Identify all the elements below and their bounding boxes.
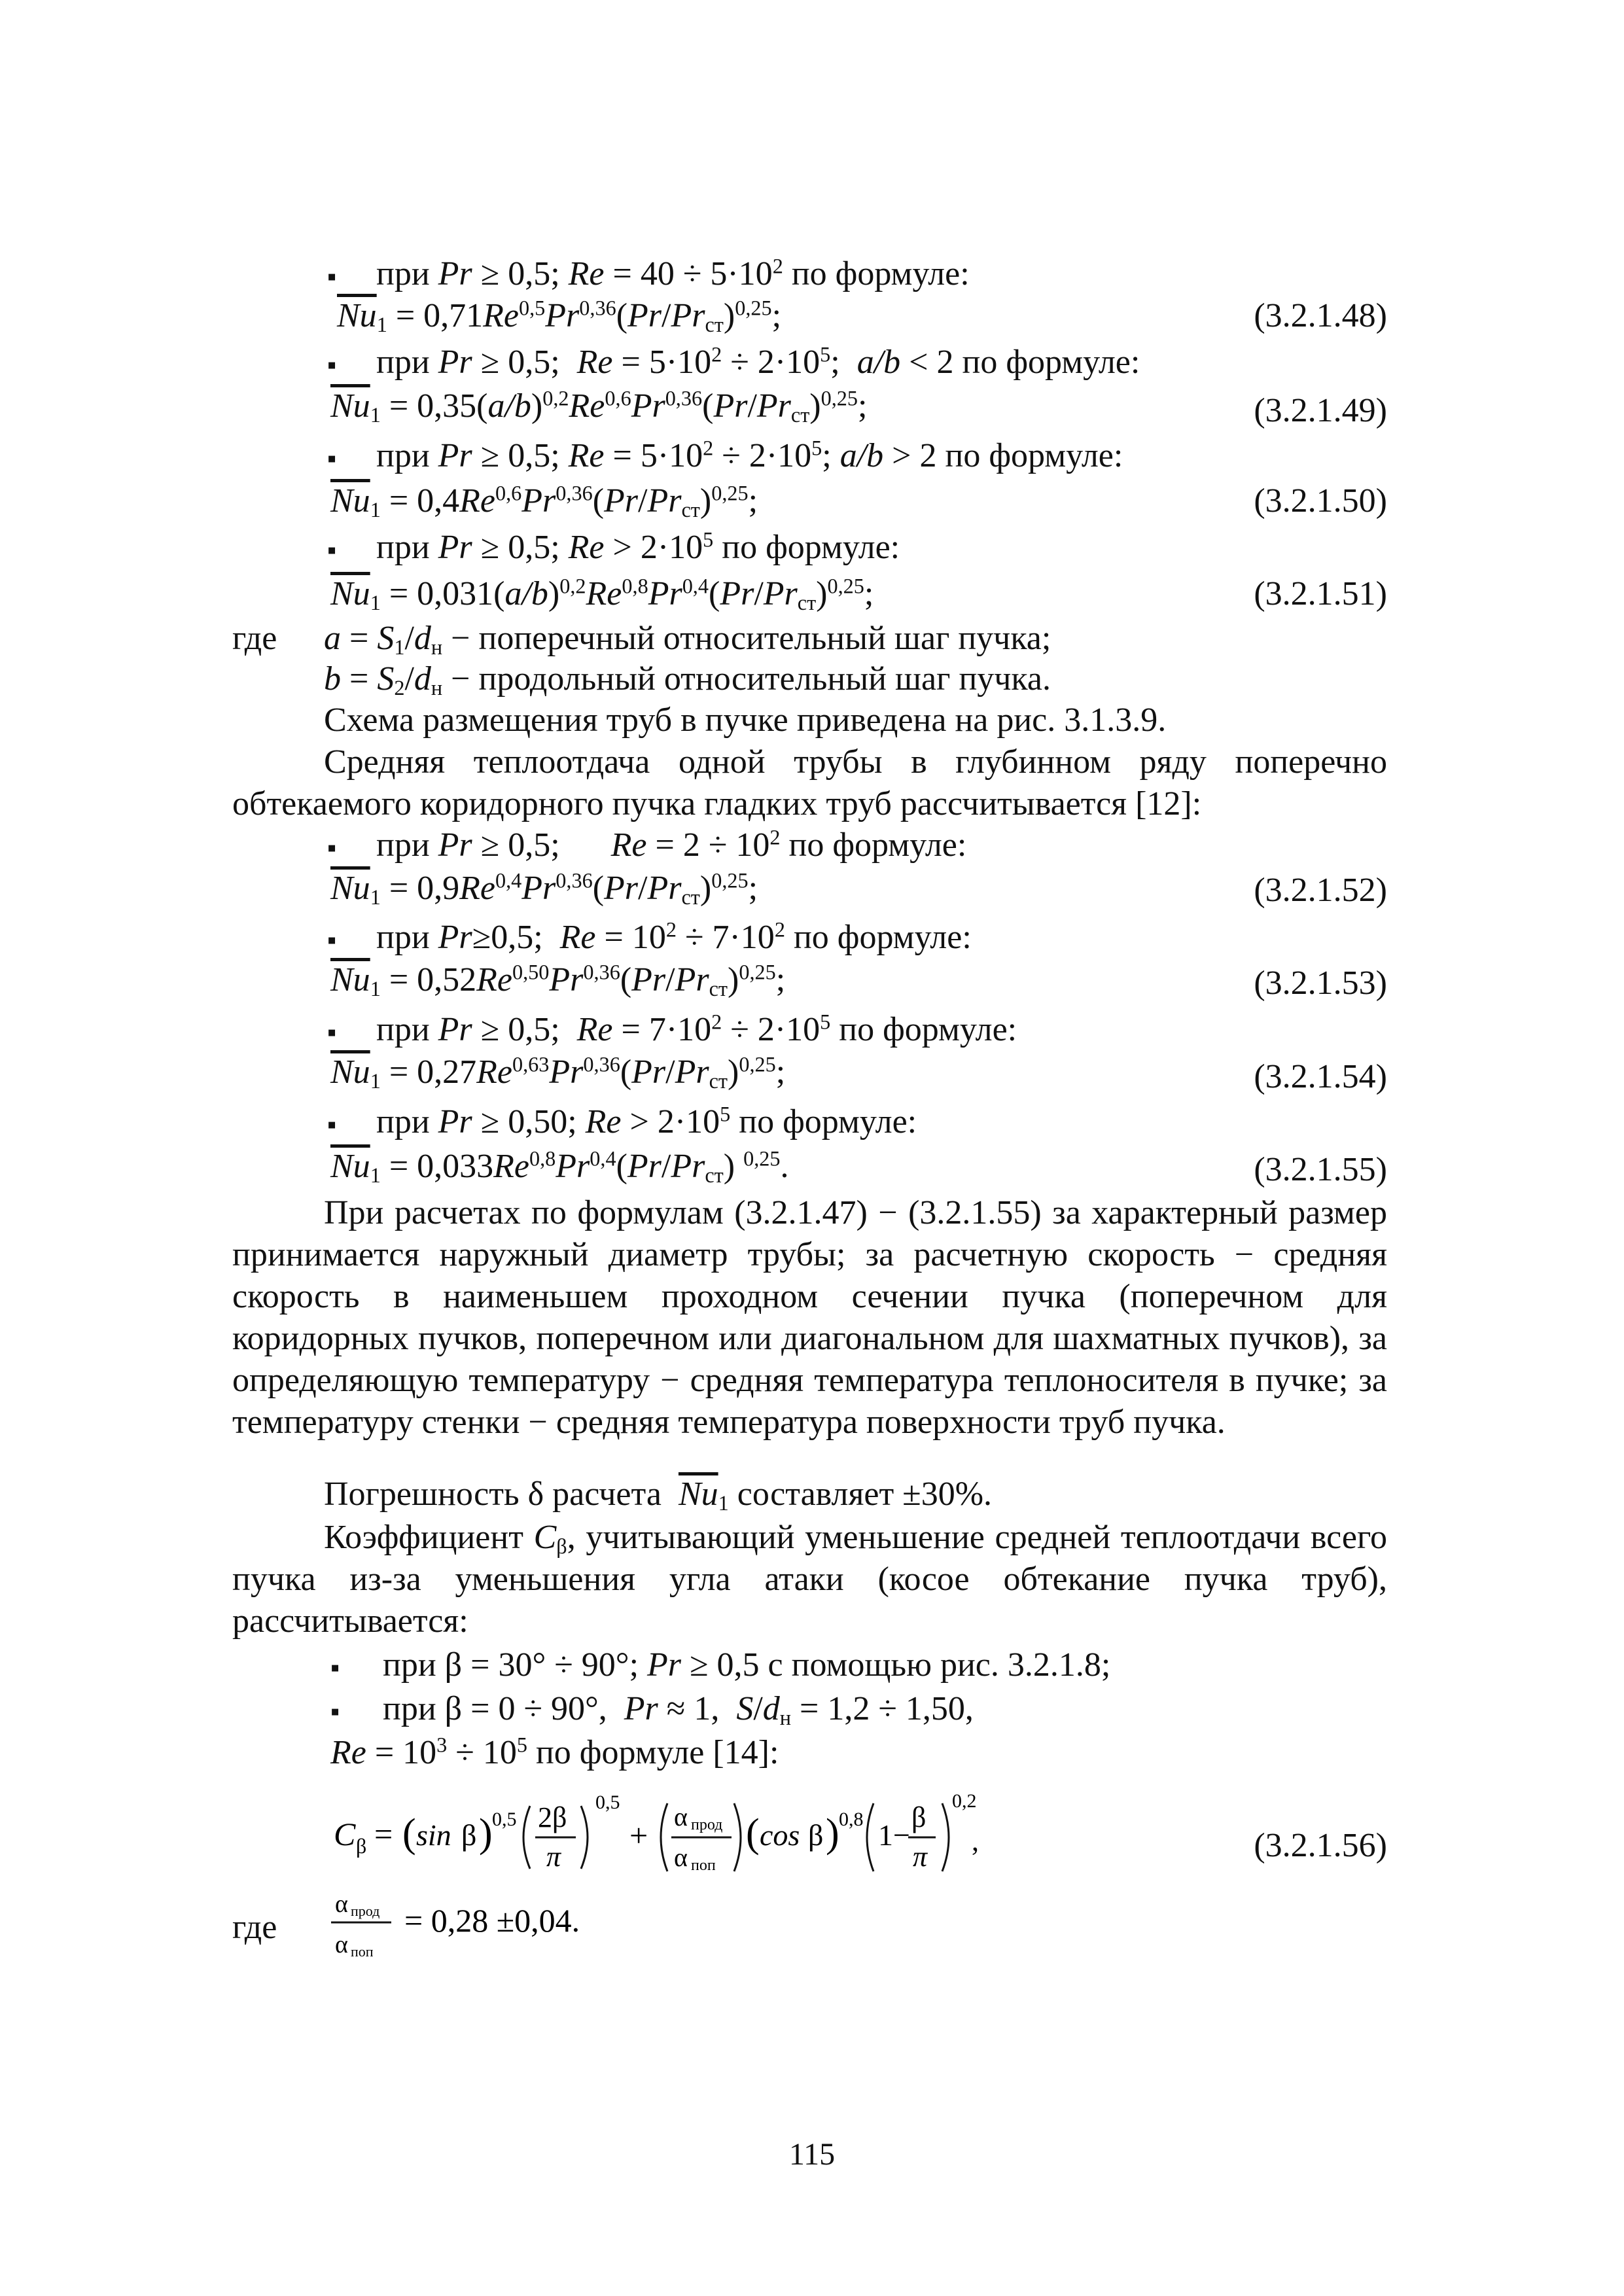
equation-number: (3.2.1.55) [1254,1151,1387,1188]
svg-text:,: , [972,1825,979,1857]
equation-number: (3.2.1.54) [1254,1058,1387,1095]
svg-text:прод: прод [691,1816,723,1833]
condition-line-2: при Pr ≥ 0,5; $Re = 5\cdot 10^2 \div 2\cdot 10^5$; a/b < 2 по формуле: [376,342,1140,381]
where-label: где [232,1909,277,1946]
svg-text:+: + [629,1817,648,1854]
condition-line-10: при β = 0 ÷ 90°, Pr ≈ 1, $S/d_н = 1,2 \div 1,50$, [383,1690,974,1730]
svg-text:α: α [674,1802,688,1831]
formula-3-2-1-55: $\overline{Nu}_1 = 0,033Re^{0,8}Pr^{0,4}(Pr/Pr_{ст})$ $^{0,25}$. [330,1146,789,1188]
condition-line-7: при Pr ≥ 0,5; $Re = 7\cdot 10^2 \div 2\cdot 10^5$ по формуле: [376,1010,1017,1048]
bullet-marker: ▪ [327,1017,337,1047]
svg-text:0,2: 0,2 [952,1790,977,1812]
bullet-marker: ▪ [327,350,337,380]
formula-3-2-1-50: $\overline{Nu}_1 = 0,4Re^{0,6}Pr^{0,36}(Pr/Pr_{ст})^{0,25}$; [330,481,758,522]
svg-text:0,5: 0,5 [595,1792,620,1813]
svg-text:β: β [461,1818,477,1852]
formula-3-2-1-54: $\overline{Nu}_1 = 0,27Re^{0,63}Pr^{0,36}(Pr/Pr_{ст})^{0,25}$; [330,1052,786,1093]
scheme-reference: Схема размещения труб в пучке приведена на рис. 3.1.3.9. [324,701,1167,739]
svg-text:=: = [374,1816,393,1852]
bullet-marker: ▪ [327,833,337,862]
paragraph-coefficient: Коэффициент $C_\beta$, учитывающий уменьшение средней теплоотдачи всего пучка из-за уменьшения угла атаки (косое обтекание пучка труб), рассчитывается: [232,1519,1387,1640]
formula-3-2-1-56 [327,1780,981,1891]
condition-line-5: при Pr ≥ 0,5; $Re = 2 \div 10^2$ по формуле: [376,825,967,864]
svg-text:0,8: 0,8 [839,1809,864,1830]
equation-number: (3.2.1.53) [1254,964,1387,1002]
condition-line-3: при Pr ≥ 0,5; $Re = 5\cdot 10^2 \div 2\cdot 10^5$; a/b > 2 по формуле: [376,436,1123,474]
equation-number: (3.2.1.48) [1254,297,1387,334]
svg-text:(: ( [402,1811,416,1856]
definition-b: $b = S_2/d_н$ − продольный относительный шаг пучка. [324,660,1051,700]
equation-number: (3.2.1.51) [1254,575,1387,612]
svg-text:β: β [356,1834,367,1858]
definition-a: $a = S_1/d_н$ − поперечный относительный шаг пучка; [324,620,1051,660]
page-number: 115 [788,2137,836,2172]
svg-text:): ) [479,1811,493,1856]
svg-text:= 0,28 ±0,04.: = 0,28 ±0,04. [404,1902,580,1939]
bullet-marker: ▪ [327,925,337,955]
bullet-marker: ▪ [327,262,337,291]
condition-line-6: при Pr≥0,5; $Re = 10^2 \div 7\cdot 10^2$ по формуле: [376,917,972,956]
svg-text:поп: поп [351,1943,374,1960]
formula-3-2-1-53: $\overline{Nu}_1 = 0,52Re^{0,50}Pr^{0,36}(Pr/Pr_{ст})^{0,25}$; [330,960,786,1001]
formula-3-2-1-48: $\overline{Nu}_1 = 0,71Re^{0,5}Pr^{0,36}(Pr/Pr_{ст})^{0,25}$; [337,296,782,337]
svg-text:β: β [911,1801,927,1833]
condition-line-10-cont: $Re = 10^3 \div 10^5$ по формуле [14]: [330,1733,779,1771]
svg-text:прод: прод [351,1903,380,1919]
svg-text:α: α [335,1890,348,1918]
svg-text:β: β [808,1818,824,1852]
condition-line-1: при Pr ≥ 0,5; $Re = 40 \div 5\cdot 10^2$ по формуле: [376,254,970,292]
equation-number: (3.2.1.50) [1254,482,1387,520]
bullet-marker: ▪ [330,1697,340,1726]
formula-3-2-1-52: $\overline{Nu}_1 = 0,9Re^{0,4}Pr^{0,36}(Pr/Pr_{ст})^{0,25}$; [330,868,758,910]
svg-text:α: α [335,1931,348,1958]
bullet-marker: ▪ [327,535,337,565]
bullet-marker: ▪ [327,444,337,473]
svg-text:): ) [826,1811,839,1856]
bullet-marker: ▪ [330,1653,340,1682]
svg-text:(: ( [746,1811,760,1856]
condition-line-9: при β = 30° ÷ 90°; Pr ≥ 0,5 с помощью рис. 3.2.1.8; [383,1646,1111,1684]
svg-text:поп: поп [691,1857,716,1874]
svg-text:α: α [674,1843,688,1872]
paragraph-corridor-bundle: Средняя теплоотдача одной трубы в глубинном ряду поперечно обтекаемого коридорного пучка гладких труб рассчитывается [12]: [232,743,1387,822]
equation-number: (3.2.1.56) [1254,1827,1387,1864]
formula-3-2-1-49: $\overline{Nu}_1 = 0,35(a/b)^{0,2}Re^{0,6}Pr^{0,36}(Pr/Pr_{ст})^{0,25}$; [330,386,868,427]
svg-text:cos: cos [760,1818,800,1852]
condition-line-4: при Pr ≥ 0,5; $Re > 2\cdot 10^5$ по формуле: [376,527,900,566]
condition-line-8: при Pr ≥ 0,50; $Re > 2\cdot 10^5$ по формуле: [376,1102,917,1140]
error-statement: Погрешность δ расчета $\overline{Nu}_1$ составляет ±30%. [324,1475,993,1515]
svg-text:0,5: 0,5 [492,1809,517,1830]
svg-text:2β: 2β [538,1801,567,1833]
paragraph-characteristic-size: При расчетах по формулам (3.2.1.47) − (3.2.1.55) за характерный размер принимается наружный диаметр трубы; за расчетную скорость − средняя скорость в наименьшем проходном сечении пучка (поперечном для коридорных пучков, поперечном или диагональном для шахматных пучков), за определяющую температуру − средняя температура теплоносителя в пучке; за температуру стенки − средняя температура поверхности труб пучка. [232,1194,1387,1441]
equation-number: (3.2.1.52) [1254,872,1387,909]
where-label: где [232,620,277,657]
svg-text:π: π [913,1841,928,1873]
formula-3-2-1-51: $\overline{Nu}_1 = 0,031(a/b)^{0,2}Re^{0,8}Pr^{0,4}(Pr/Pr_{ст})^{0,25}$; [330,574,874,615]
equation-number: (3.2.1.49) [1254,392,1387,429]
svg-text:sin: sin [416,1818,451,1852]
svg-text:C: C [334,1816,356,1852]
alpha-ratio [327,1884,641,1969]
svg-text:1−: 1− [878,1818,910,1852]
svg-text:π: π [546,1841,561,1873]
bullet-marker: ▪ [327,1110,337,1139]
